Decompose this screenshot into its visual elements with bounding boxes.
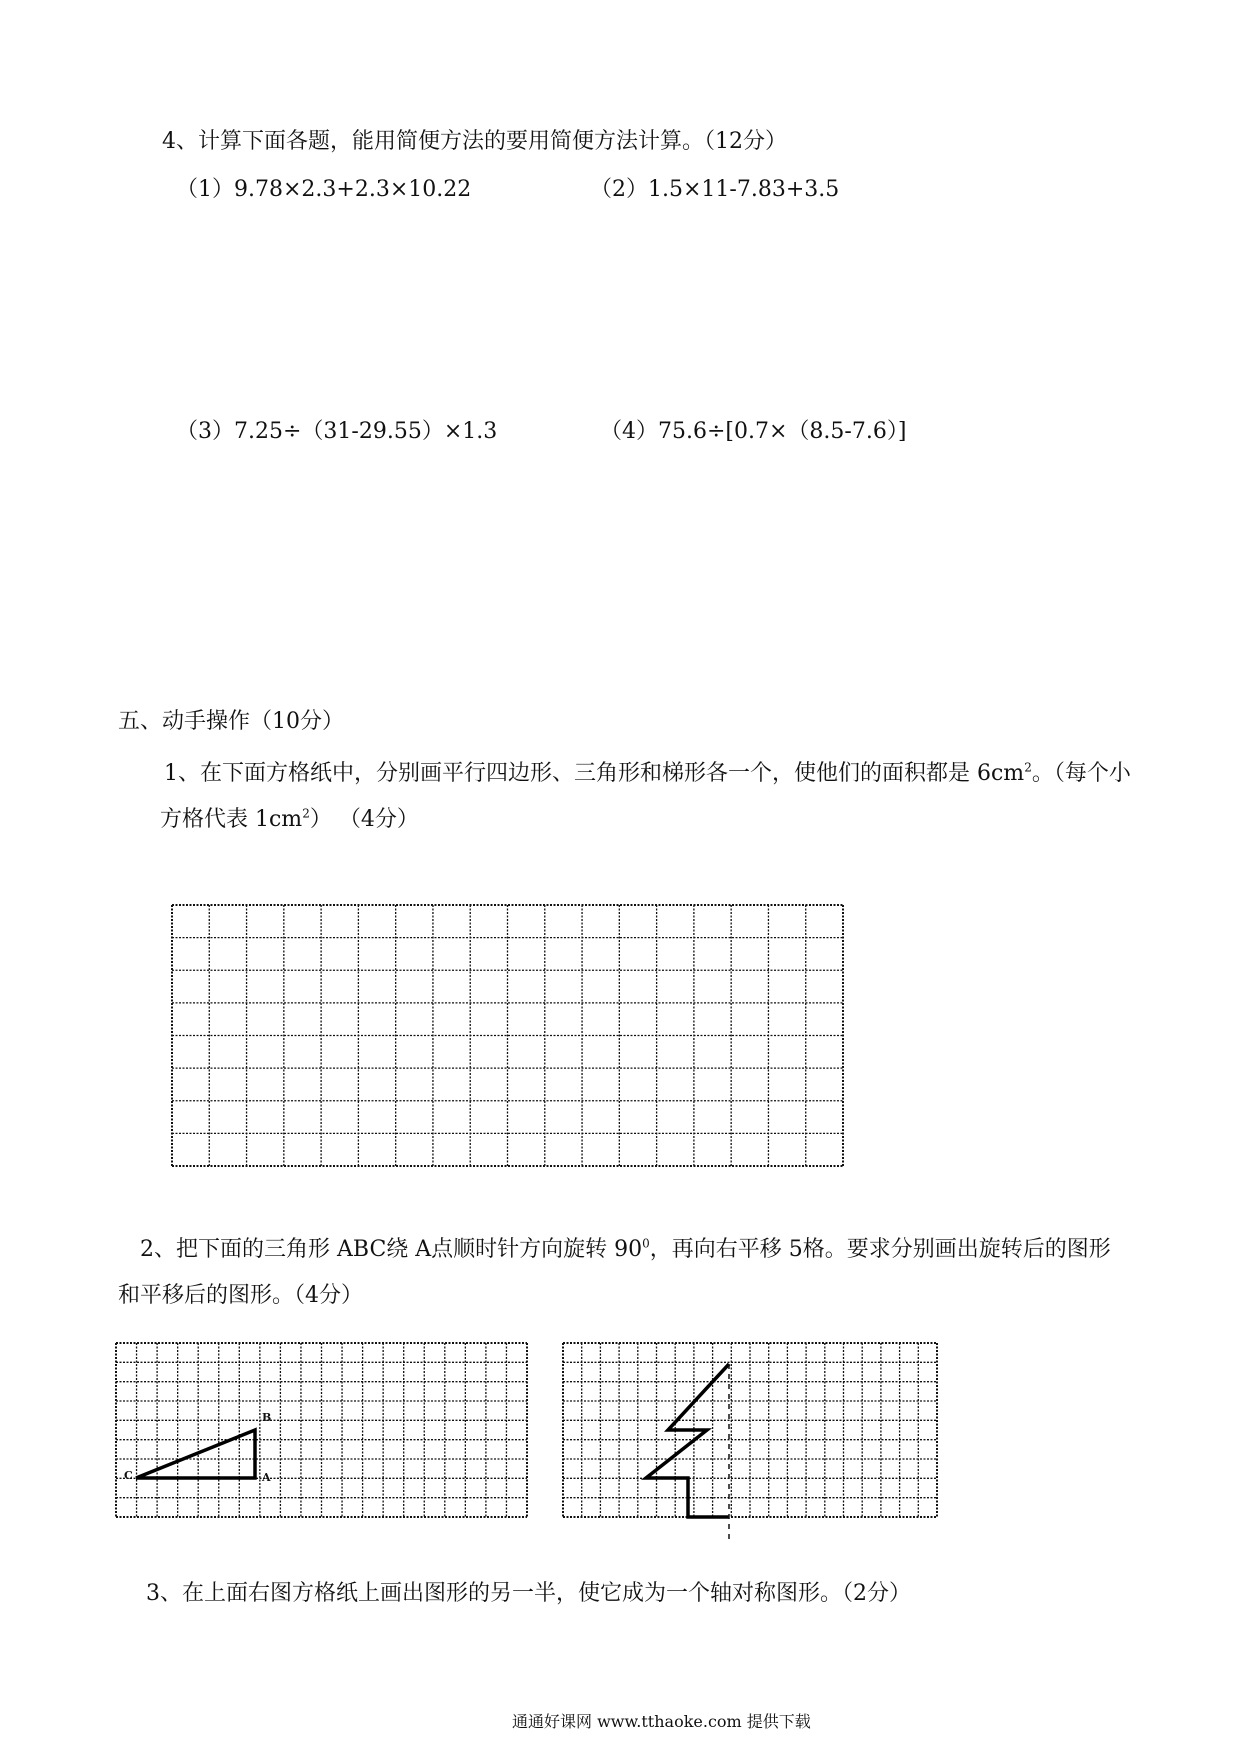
q1-line2: 方格代表 $1cm^2$） （4分） (160, 806, 419, 832)
half-figure (646, 1364, 729, 1517)
footer: 通通好课网 www.tthaoke.com 提供下载 (512, 1712, 811, 1731)
q1-line1: 1、在下面方格纸中，分别画平行四边形、三角形和梯形各一个，使他们的面积都是 $6cm^2$。（每个小 (164, 760, 1131, 786)
problem-4: （4）75.6÷[0.7×（8.5-7.6）] (600, 419, 907, 444)
q2-line1: 2、把下面的三角形 ABC绕 A点顺时针方向旋转 $90^0$，再向右平移 5格。要求分别画出旋转后的图形 (140, 1236, 1111, 1262)
section4-title: 4、计算下面各题，能用简便方法的要用简便方法计算。（12分） (162, 129, 787, 154)
q2-line2: 和平移后的图形。（4分） (118, 1283, 363, 1308)
q3-text: 3、在上面右图方格纸上画出图形的另一半，使它成为一个轴对称图形。（2分） (146, 1581, 911, 1606)
label-b: B (262, 1411, 272, 1424)
section5-title: 五、动手操作（10分） (118, 709, 344, 734)
problem-1: （1）9.78×2.3+2.3×10.22 (176, 177, 472, 202)
problem-2: （2）1.5×11-7.83+3.5 (590, 177, 840, 202)
problem-3: （3）7.25÷（31-29.55）×1.3 (176, 419, 498, 444)
label-c: C (124, 1469, 133, 1482)
label-a: A (262, 1471, 271, 1484)
